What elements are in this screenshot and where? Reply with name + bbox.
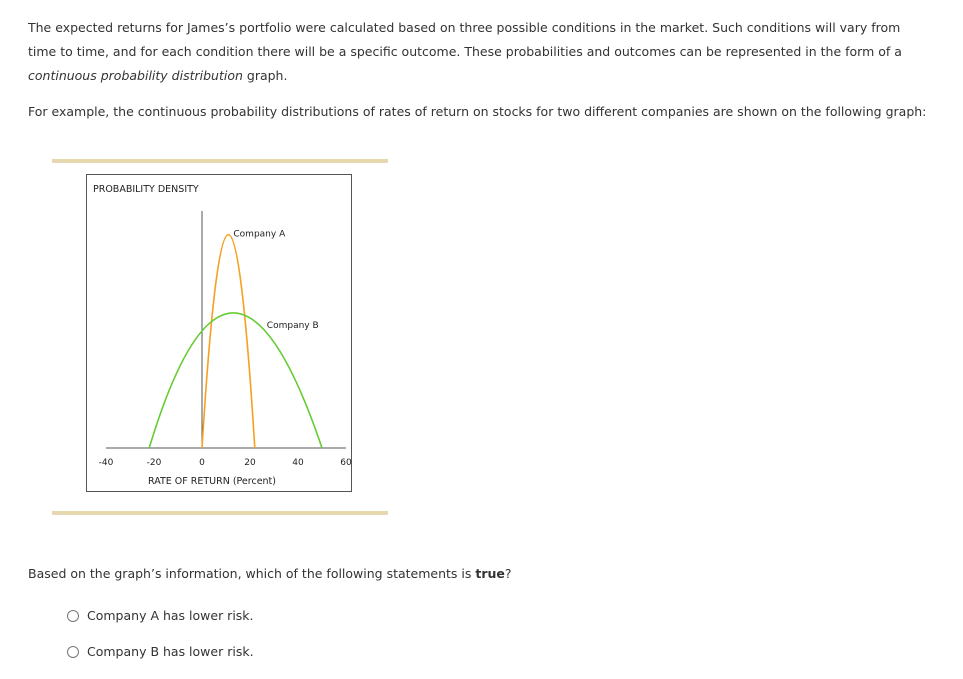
chart-bottom-rule xyxy=(52,511,388,515)
chart-frame xyxy=(87,175,352,492)
y-axis-label: PROBABILITY DENSITY xyxy=(93,184,199,195)
x-tick-label: -40 xyxy=(98,458,114,468)
intro-emphasis: continuous probability distribution xyxy=(28,68,243,83)
option-company-a[interactable] xyxy=(67,608,254,623)
intro-text-1: The expected returns for James’s portfolio were calculated based on three possible conditions in the market. Such conditions will vary from time to time, and for each condition there will be a specific outcome. These probabilities and outcomes can be represented in the form of a xyxy=(28,20,902,59)
question-bold: true xyxy=(475,566,505,581)
question-text: Based on the graph’s information, which of the following statements is true? xyxy=(28,566,512,581)
radio-button[interactable] xyxy=(67,646,79,658)
x-axis-label: RATE OF RETURN (Percent) xyxy=(147,476,277,487)
series-label: Company B xyxy=(266,320,319,331)
chart-top-rule xyxy=(52,159,388,163)
radio-button[interactable] xyxy=(67,610,79,622)
intro-text-2: graph. xyxy=(242,68,288,83)
x-tick-label: 40 xyxy=(292,458,304,468)
intro-paragraph xyxy=(28,16,928,88)
x-tick-label: -20 xyxy=(146,458,162,468)
option-company-b[interactable] xyxy=(67,644,254,659)
x-tick-label: 0 xyxy=(199,458,205,468)
x-tick-label: 60 xyxy=(340,458,352,468)
option-label: Company A has lower risk. xyxy=(87,608,254,623)
example-paragraph: For example, the continuous probability distributions of rates of return on stocks for two different companies are shown on the following graph: xyxy=(28,104,927,119)
option-label: Company B has lower risk. xyxy=(87,644,254,659)
x-tick-label: 20 xyxy=(244,458,256,468)
probability-chart xyxy=(86,174,352,492)
series-label: Company A xyxy=(233,229,286,240)
